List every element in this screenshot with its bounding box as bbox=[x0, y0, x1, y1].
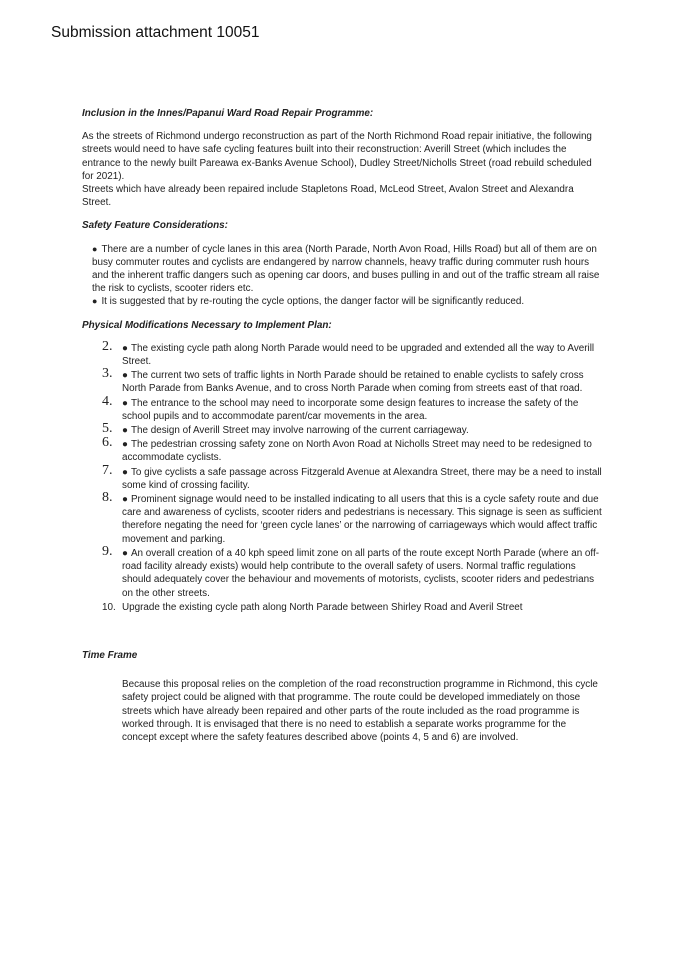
list-item-text: The existing cycle path along North Parade would need to be upgraded and extended all the way to Averill Street. bbox=[122, 342, 595, 368]
bullet-icon: ● bbox=[122, 547, 128, 559]
paragraph-streets-repaired: Streets which have already been repaired include Stapletons Road, McLeod Street, Avalon Street and Alexandra Street. bbox=[82, 184, 574, 209]
list-item bbox=[82, 366, 602, 395]
heading-time-frame: Time Frame bbox=[82, 649, 138, 661]
list-number: 8. bbox=[102, 490, 113, 506]
list-item bbox=[82, 490, 602, 546]
heading-safety-considerations: Safety Feature Considerations: bbox=[82, 220, 228, 232]
list-item-text: The design of Averill Street may involve narrowing of the current carriageway. bbox=[130, 425, 469, 437]
list-item bbox=[82, 601, 602, 614]
paragraph-streets-reconstruction: As the streets of Richmond undergo reconstruction as part of the North Richmond Road repair initiative, the following streets would need to have safe cycling features built into their reconstruction: Averill Street (which includes the entrance to the newly built Pareawa ex-Banks Avenue School), Dudley Street/Nicholls Street (road rebuild scheduled for 2021). bbox=[82, 131, 592, 182]
bullet-icon: ● bbox=[122, 370, 128, 382]
bullet-icon: ● bbox=[92, 243, 98, 254]
bullet-icon: ● bbox=[122, 494, 128, 506]
bullet-icon: ● bbox=[122, 397, 128, 409]
bullet-icon: ● bbox=[122, 425, 128, 437]
bullet-icon: ● bbox=[122, 439, 128, 451]
list-number: 9. bbox=[102, 543, 113, 559]
bullet-text: There are a number of cycle lanes in this area (North Parade, North Avon Road, Hills Road) but all of them are on busy commuter routes and cyclists are endangered by narrow channels, heavy traffic during commuter rush hours and the inherent traffic dangers such as opening car doors, and buses pulling in and out of the traffic stream all raise the risk to cyclists, scooter riders etc. bbox=[92, 243, 600, 295]
document-header-title: Submission attachment 10051 bbox=[51, 24, 260, 41]
list-item bbox=[92, 243, 602, 296]
heading-inclusion: Inclusion in the Innes/Papanui Ward Road Repair Programme: bbox=[82, 108, 374, 119]
document-body bbox=[82, 107, 602, 744]
bullet-icon: ● bbox=[92, 296, 98, 307]
heading-physical-modifications: Physical Modifications Necessary to Implement Plan: bbox=[82, 319, 332, 331]
list-item-text: Prominent signage would need to be installed indicating to all users that this is a cycle safety route and due care and awareness of cyclists, scooter riders and pedestrians is necessary. This signage is seen as sufficient therefore negating the need for ‘green cycle lanes’ or the narrowing of carriageways which would affect traffic movement and parking. bbox=[122, 494, 602, 545]
list-number: 10. bbox=[102, 601, 116, 613]
list-number: 6. bbox=[102, 435, 113, 451]
bullet-text: It is suggested that by re-routing the cycle options, the danger factor will be significantly reduced. bbox=[101, 296, 525, 308]
list-number: 7. bbox=[102, 462, 113, 478]
list-number: 5. bbox=[102, 421, 113, 437]
list-item-text: An overall creation of a 40 kph speed limit zone on all parts of the route except North Parade (where an off-road facility already exists) would help contribute to the overall safety of users. Normal traffic regulations should adequately cover the behaviour and movements of motorists, cyclists, scooter riders and pedestrians on the other streets. bbox=[122, 547, 600, 599]
list-item-text: Upgrade the existing cycle path along North Parade between Shirley Road and Averil Street bbox=[122, 601, 523, 613]
list-item bbox=[82, 393, 602, 423]
list-item-text: The entrance to the school may need to incorporate some design features to increase the safety of the school pupils and to accommodate parent/car movements in the area. bbox=[122, 397, 579, 422]
list-item bbox=[82, 435, 602, 464]
list-item-text: The current two sets of traffic lights in North Parade should be retained to enable cyclists to safely cross North Parade from Banks Avenue, and to cross North Parade when coming from streets east of that road. bbox=[122, 370, 584, 395]
bullet-icon: ● bbox=[122, 342, 128, 354]
list-number: 4. bbox=[102, 393, 113, 409]
list-item bbox=[82, 338, 602, 368]
list-item bbox=[82, 421, 602, 437]
list-number: 2. bbox=[102, 338, 113, 354]
safety-bullet-list bbox=[82, 243, 602, 309]
bullet-icon: ● bbox=[122, 466, 128, 478]
list-item bbox=[92, 295, 602, 308]
list-item bbox=[82, 462, 602, 492]
list-item bbox=[82, 543, 602, 600]
list-item-text: To give cyclists a safe passage across Fitzgerald Avenue at Alexandra Street, there may be a need to install some kind of crossing facility. bbox=[122, 466, 602, 491]
list-item-text: The pedestrian crossing safety zone on North Avon Road at Nicholls Street may need to be redesigned to accommodate cyclists. bbox=[122, 439, 592, 464]
paragraph-time-frame: Because this proposal relies on the completion of the road reconstruction programme in Richmond, this cycle safety project could be aligned with that programme. The route could be developed immediately on those streets which have already been repaired and other parts of the route included as the road programme is worked through. It is envisaged that there is no need to establish a separate works programme for the concept except where the safety features described above (points 4, 5 and 6) are involved. bbox=[122, 679, 598, 743]
modifications-numbered-list bbox=[82, 338, 602, 614]
list-number: 3. bbox=[102, 366, 113, 382]
